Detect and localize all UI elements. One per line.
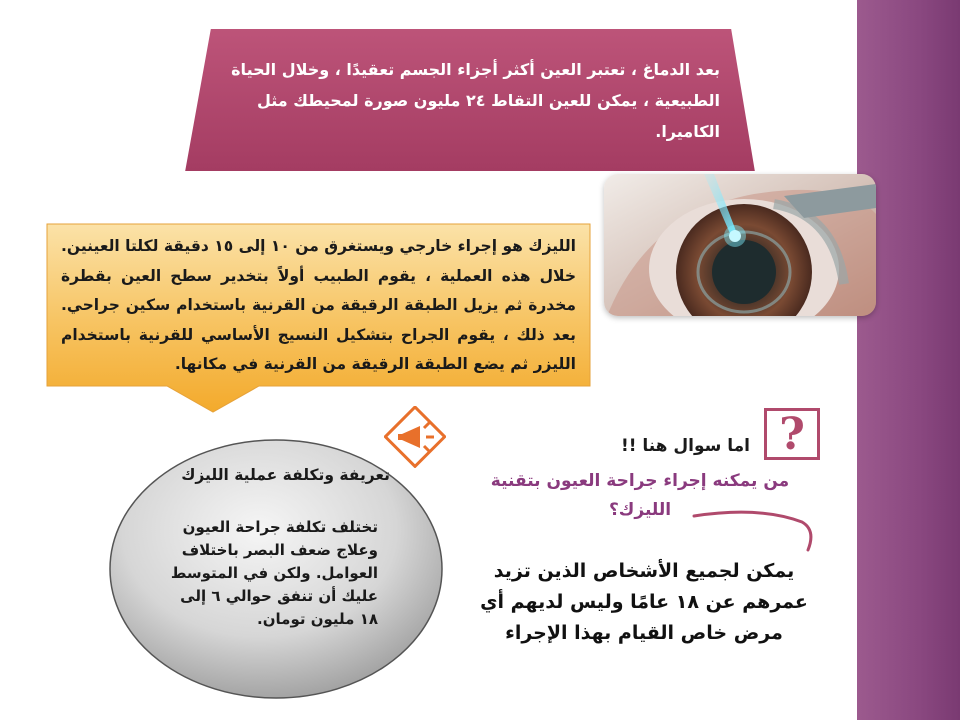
lasik-description-callout xyxy=(45,222,593,414)
question-mark-icon: ? xyxy=(764,408,820,460)
cost-title: تعريفة وتكلفة عملية الليزك xyxy=(181,466,390,484)
cost-info-circle xyxy=(108,438,444,700)
question-text: من يمكنه إجراء جراحة العيون بتقنية الليزك؟ xyxy=(490,471,790,520)
question-heading: اما سوال هنا !! xyxy=(620,436,750,456)
lasik-description-text: الليزك هو إجراء خارجي ويستغرق من ١٠ إلى ١٥ دقيقة لكلتا العينين. خلال هذه العملية ، يقوم الطبيب أولاً بتخدير سطح العين بقطرة مخدرة ثم يزيل الطبقة الرقيقة من القرنية باستخدام سكين جراحي. بعد ذلك ، يقوم الجراح بتشكيل النسيج الأساسي للقرنية باستخدام الليزر ثم يضع الطبقة الرقيقة من القرنية في مكانها. xyxy=(61,237,576,373)
eligibility-answer: يمكن لجميع الأشخاص الذين تزيد عمرهم عن ١٨ عامًا وليس لديهم أي مرض خاص القيام بهذا الإجراء xyxy=(480,560,808,644)
side-decoration-bar xyxy=(857,0,960,720)
cost-body: تختلف تكلفة جراحة العيون وعلاج ضعف البصر باختلاف العوامل. ولكن في المتوسط عليك أن تنفق حوالي ٦ إلى ١٨ مليون تومان. xyxy=(170,518,378,628)
decorative-curve xyxy=(690,500,820,560)
intro-text: بعد الدماغ ، تعتبر العين أكثر أجزاء الجسم تعقيدًا ، وخلال الحياة الطبيعية ، يمكن للعين التقاط ٢٤ مليون صورة لمحيطك مثل الكاميرا. xyxy=(231,60,720,141)
laser-eye-image xyxy=(604,174,876,316)
intro-banner xyxy=(182,26,758,176)
